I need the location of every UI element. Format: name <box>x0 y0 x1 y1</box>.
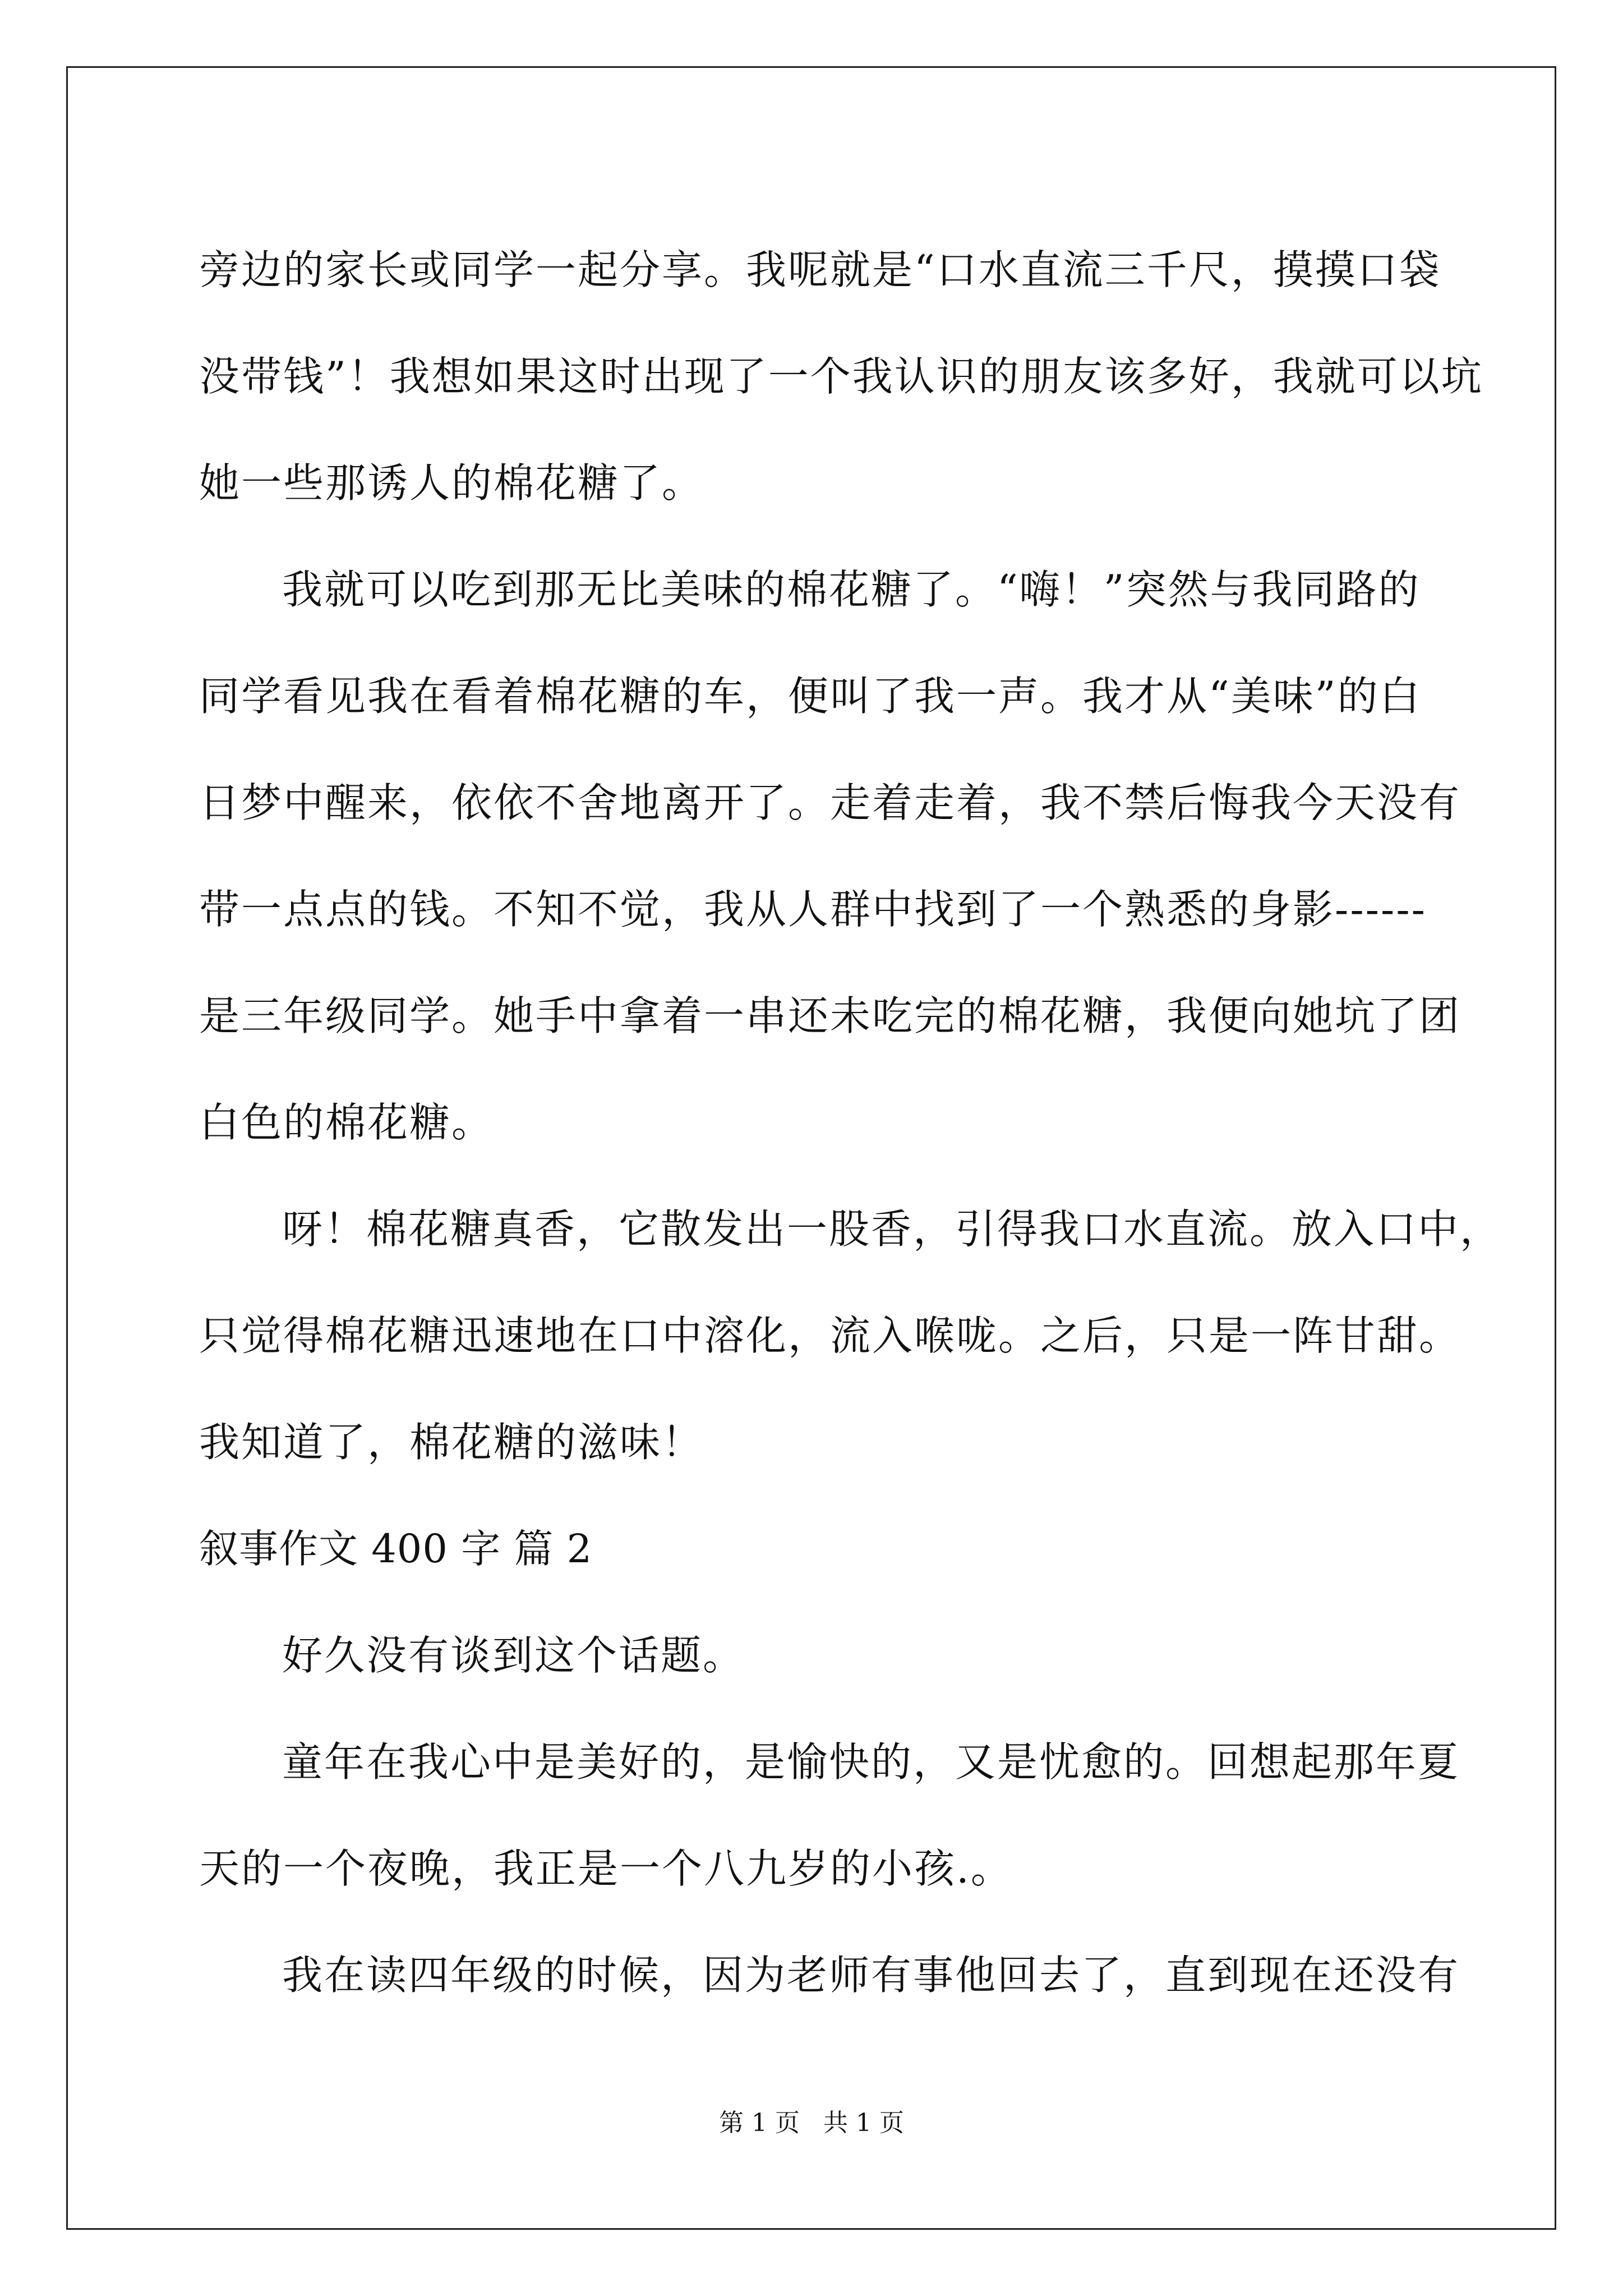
document-body <box>199 213 1502 2025</box>
text-line: 同学看见我在看着棉花糖的车，便叫了我一声。我才从“美味”的白 <box>199 673 1422 720</box>
page-footer <box>0 2098 1623 2143</box>
text-line: 白色的棉花糖。 <box>199 1099 494 1146</box>
text-line: 好久没有谈到这个话题。 <box>282 1632 745 1679</box>
text-line: 是三年级同学。她手中拿着一串还未吃完的棉花糖，我便向她坑了团 <box>199 992 1461 1039</box>
text-line: 我就可以吃到那无比美味的棉花糖了。“嗨！”突然与我同路的 <box>282 566 1421 613</box>
text-line: 呀！棉花糖真香，它散发出一股香，引得我口水直流。放入口中， <box>282 1205 1502 1253</box>
text-line: 她一些那诱人的棉花糖了。 <box>199 459 704 507</box>
text-line: 童年在我心中是美好的，是愉快的，又是忧愈的。回想起那年夏 <box>282 1738 1460 1786</box>
text-line: 只觉得棉花糖迅速地在口中溶化，流入喉咙。之后，只是一阵甘甜。 <box>199 1312 1461 1359</box>
text-line: 日梦中醒来，依依不舍地离开了。走着走着，我不禁后悔我今天没有 <box>199 779 1461 826</box>
text-line: 旁边的家长或同学一起分享。我呢就是“口水直流三千尺，摸摸口袋 <box>199 246 1441 293</box>
text-line: 带一点点的钱。不知不觉，我从人群中找到了一个熟悉的身影------ <box>199 886 1427 933</box>
text-line: 天的一个夜晚，我正是一个八九岁的小孩.。 <box>199 1845 1013 1892</box>
page-number: 第 1 页 <box>719 2109 800 2137</box>
section-heading: 叙事作文 400 字 篇 2 <box>199 1525 593 1572</box>
text-line: 我在读四年级的时候，因为老师有事他回去了，直到现在还没有 <box>282 1952 1460 1999</box>
text-line: 我知道了，棉花糖的滋味！ <box>199 1419 704 1466</box>
text-line: 没带钱”！我想如果这时出现了一个我认识的朋友该多好，我就可以坑 <box>199 353 1483 400</box>
page-total: 共 1 页 <box>823 2109 904 2137</box>
footer-spacer <box>800 2106 823 2135</box>
